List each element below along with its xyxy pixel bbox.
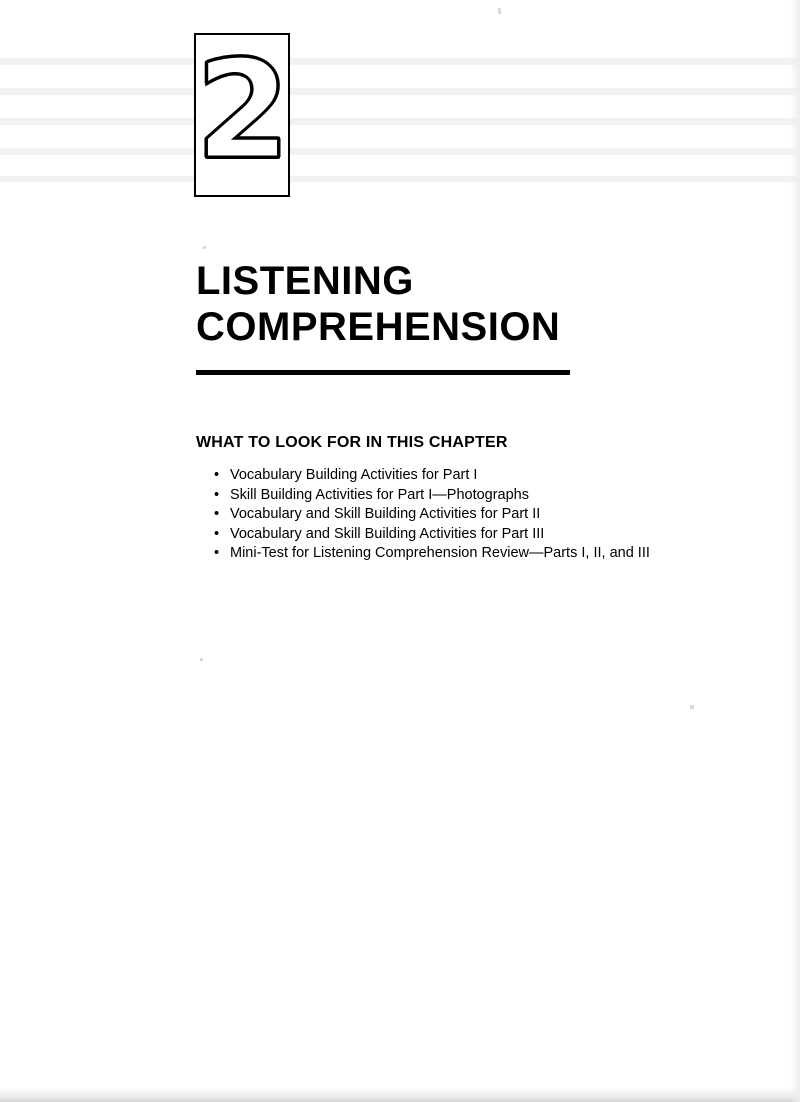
scan-band bbox=[0, 176, 800, 182]
bullet-icon: • bbox=[214, 525, 220, 542]
chapter-number: 2 bbox=[195, 32, 289, 190]
list-item-label: Mini-Test for Listening Comprehension Review—Parts I, II, and III bbox=[230, 545, 650, 561]
list-item bbox=[212, 505, 650, 525]
title-underline-rule bbox=[196, 370, 570, 375]
bullet-icon: • bbox=[214, 506, 220, 522]
list-item bbox=[212, 466, 650, 486]
page-title-line-1: LISTENING bbox=[196, 259, 414, 303]
bullet-icon: • bbox=[214, 486, 220, 503]
bullet-icon: • bbox=[214, 545, 220, 561]
list-item-label: Vocabulary and Skill Building Activities for Part II bbox=[230, 506, 541, 522]
list-item bbox=[212, 486, 650, 506]
list-item-label: Vocabulary and Skill Building Activities for Part III bbox=[230, 525, 545, 542]
scan-speck bbox=[690, 705, 694, 709]
bullet-icon: • bbox=[214, 467, 220, 483]
list-item bbox=[212, 525, 650, 545]
list-item-label: Vocabulary Building Activities for Part I bbox=[230, 467, 478, 483]
chapter-contents-list bbox=[212, 466, 650, 564]
page-edge-shadow-right bbox=[790, 0, 800, 1102]
chapter-number-box bbox=[194, 33, 290, 197]
page-title-line-2: COMPREHENSION bbox=[196, 305, 561, 349]
scan-band bbox=[0, 118, 800, 125]
scan-speck bbox=[200, 658, 203, 661]
scan-band bbox=[0, 58, 800, 65]
page-edge-shadow-bottom bbox=[0, 1088, 800, 1102]
scan-band bbox=[0, 148, 800, 155]
section-heading: WHAT TO LOOK FOR IN THIS CHAPTER bbox=[196, 434, 508, 451]
list-item bbox=[212, 544, 650, 564]
list-item-label: Skill Building Activities for Part I—Photographs bbox=[230, 486, 529, 503]
scan-band bbox=[0, 88, 800, 95]
page-title bbox=[196, 258, 626, 350]
scan-speck bbox=[203, 246, 206, 249]
scan-speck bbox=[498, 8, 501, 14]
